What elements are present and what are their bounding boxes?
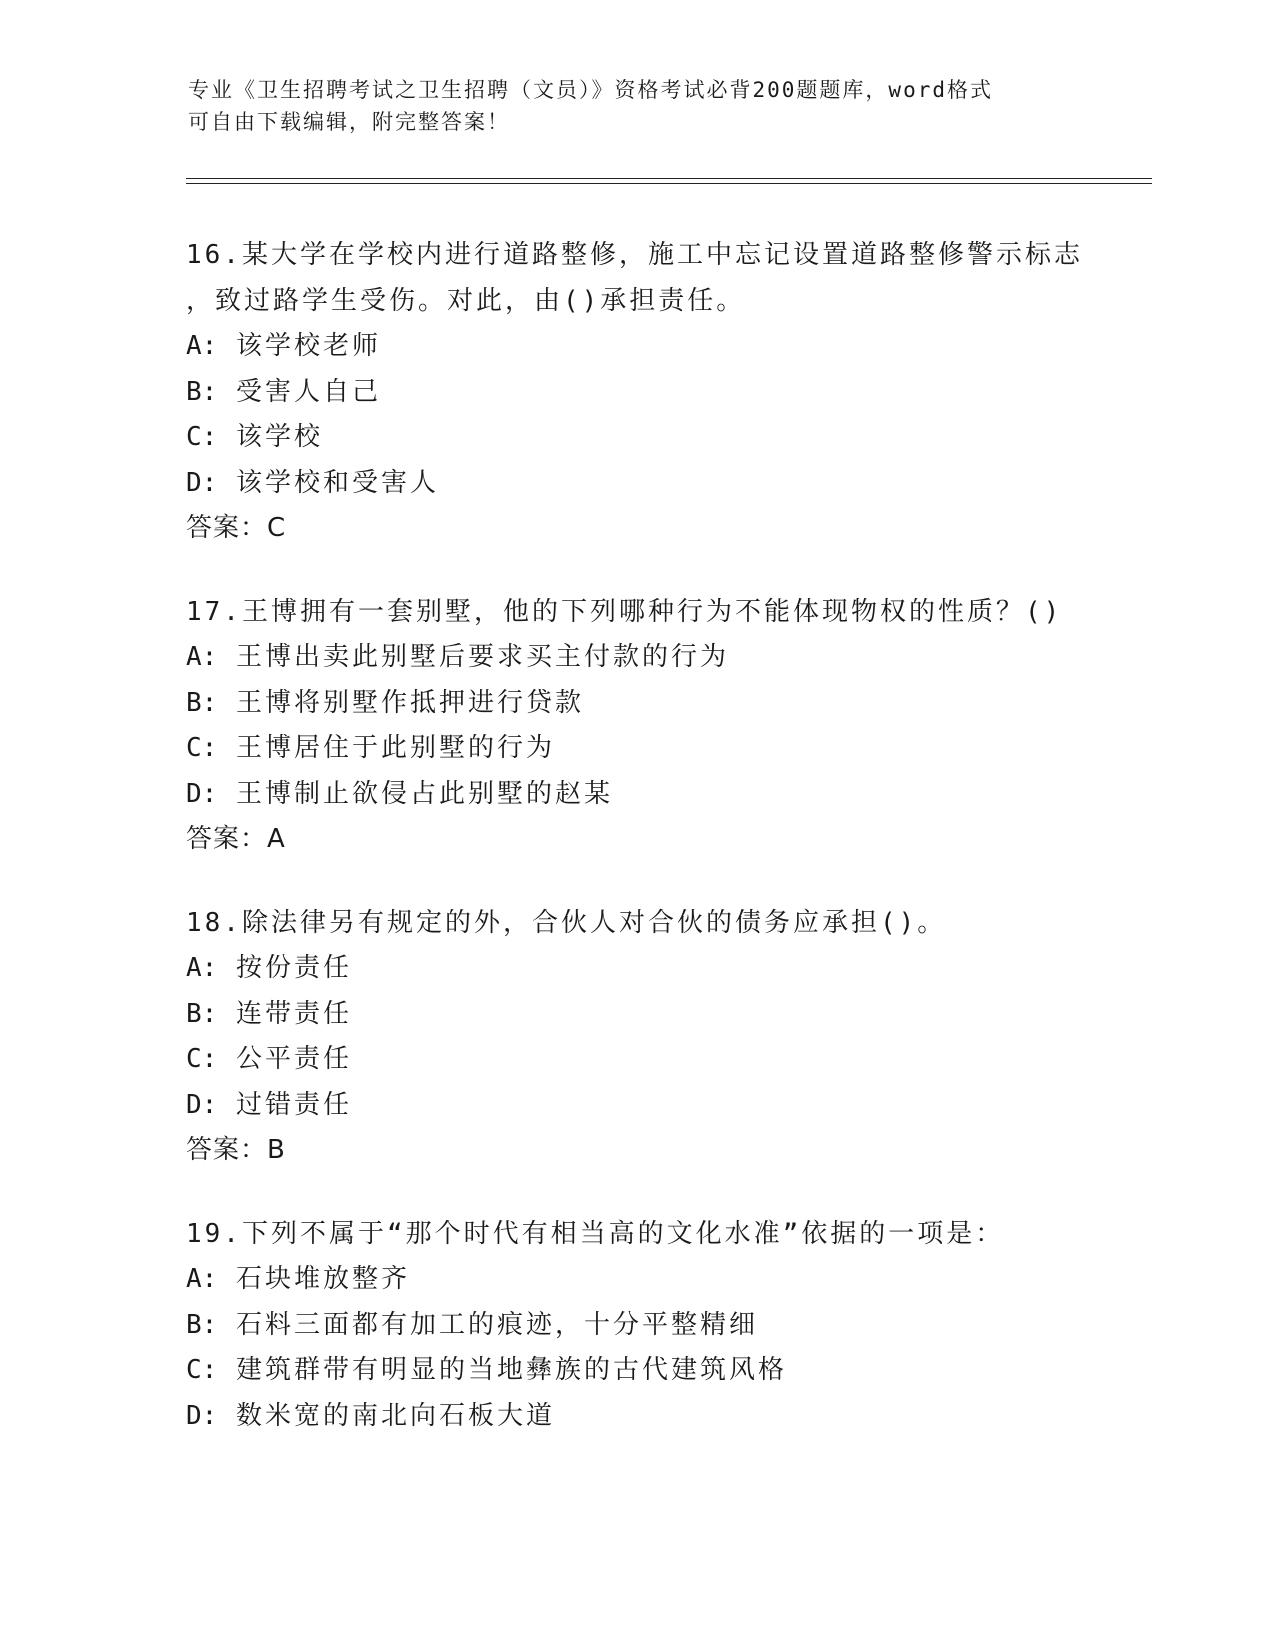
option-text: 石料三面都有加工的痕迹，十分平整精细 (235, 1309, 758, 1340)
option-d (186, 1083, 1106, 1129)
header-line-2: 可自由下载编辑，附完整答案！ (188, 110, 510, 134)
option-key: A: (186, 953, 218, 983)
option-d (186, 772, 1106, 818)
option-a (186, 635, 1106, 681)
option-text: 受害人自己 (235, 376, 381, 407)
question-text: 16.某大学在学校内进行道路整修，施工中忘记设置道路整修警示标志 (186, 240, 1083, 270)
answer: 答案：A (186, 824, 286, 854)
option-key: C: (186, 1044, 218, 1074)
option-key: D: (186, 778, 218, 809)
option-text: 过错责任 (235, 1089, 352, 1120)
option-c (186, 726, 1106, 772)
question-list (186, 233, 1106, 1477)
option-text: 王博居住于此别墅的行为 (235, 733, 555, 763)
option-a (186, 1257, 1106, 1303)
option-text: 公平责任 (235, 1044, 352, 1074)
question-18 (186, 901, 1106, 1174)
answer: 答案：B (186, 1135, 286, 1165)
document-header (188, 74, 1068, 138)
option-b (186, 681, 1106, 727)
question-text: 19.下列不属于“那个时代有相当高的文化水准”依据的一项是： (186, 1218, 1005, 1249)
question-text: ，致过路学生受伤。对此，由()承担责任。 (186, 285, 746, 316)
question-text: 18.除法律另有规定的外，合伙人对合伙的债务应承担()。 (186, 907, 947, 938)
question-17 (186, 590, 1106, 863)
option-c (186, 1348, 1106, 1394)
header-line-1: 专业《卫生招聘考试之卫生招聘（文员）》资格考试必背200题题库，word格式 (188, 78, 993, 102)
option-text: 该学校和受害人 (235, 467, 439, 498)
option-text: 连带责任 (235, 998, 352, 1029)
option-b (186, 1303, 1106, 1349)
option-key: A: (186, 1264, 218, 1294)
question-19 (186, 1212, 1106, 1440)
option-text: 王博出卖此别墅后要求买主付款的行为 (235, 642, 729, 672)
option-key: A: (186, 642, 218, 672)
option-d (186, 461, 1106, 507)
question-16 (186, 233, 1106, 552)
option-key: C: (186, 422, 218, 452)
option-text: 该学校 (235, 422, 323, 452)
option-text: 王博制止欲侵占此别墅的赵某 (235, 778, 613, 809)
option-key: B: (186, 998, 218, 1029)
option-b (186, 370, 1106, 416)
option-text: 数米宽的南北向石板大道 (235, 1400, 555, 1431)
option-text: 王博将别墅作抵押进行贷款 (235, 687, 584, 718)
option-key: C: (186, 733, 218, 763)
option-key: B: (186, 1309, 218, 1340)
option-key: B: (186, 687, 218, 718)
answer: 答案：C (186, 513, 287, 543)
option-key: D: (186, 467, 218, 498)
option-text: 石块堆放整齐 (235, 1264, 410, 1294)
option-text: 建筑群带有明显的当地彝族的古代建筑风格 (235, 1355, 787, 1385)
option-key: D: (186, 1400, 218, 1431)
option-key: D: (186, 1089, 218, 1120)
option-b (186, 992, 1106, 1038)
option-text: 该学校老师 (235, 331, 381, 361)
question-text: 17.王博拥有一套别墅，他的下列哪种行为不能体现物权的性质？() (186, 596, 1063, 627)
option-a (186, 324, 1106, 370)
option-key: C: (186, 1355, 218, 1385)
header-divider-bottom (186, 183, 1152, 184)
option-key: A: (186, 331, 218, 361)
header-divider-top (186, 178, 1152, 179)
option-text: 按份责任 (235, 953, 352, 983)
option-c (186, 415, 1106, 461)
option-key: B: (186, 376, 218, 407)
option-c (186, 1037, 1106, 1083)
option-d (186, 1394, 1106, 1440)
option-a (186, 946, 1106, 992)
